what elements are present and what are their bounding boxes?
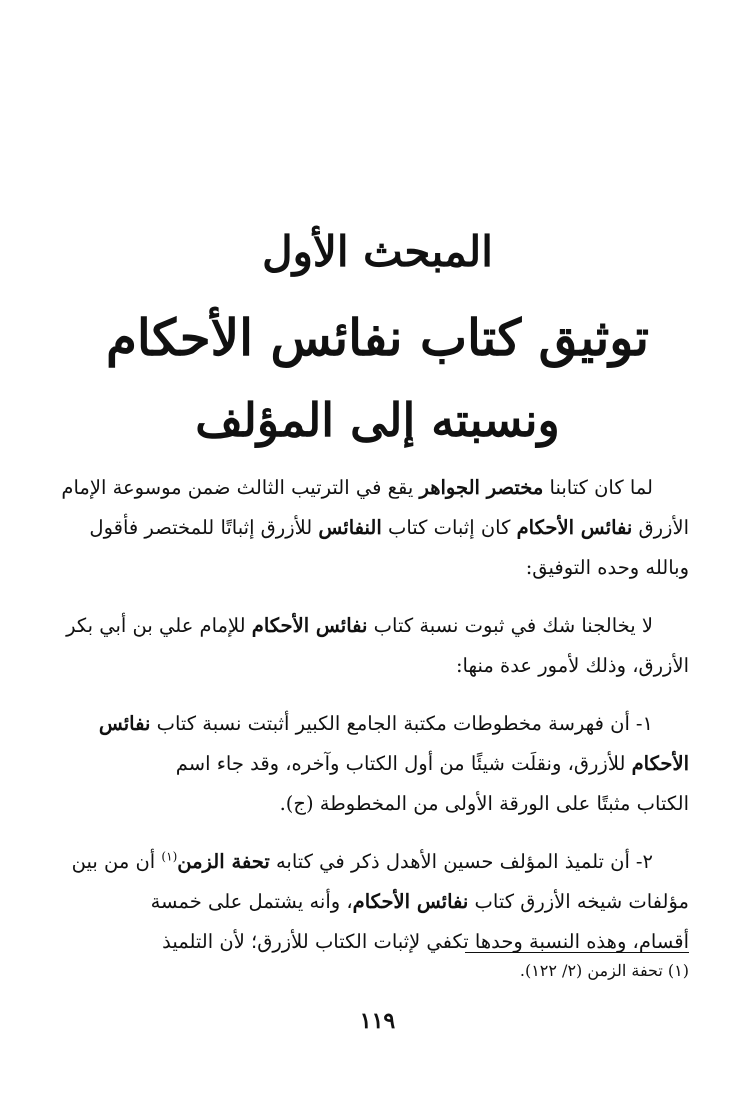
body-text — [61, 468, 689, 980]
text-run: أن من بين — [71, 850, 162, 873]
text-run: الأزرق — [632, 516, 689, 539]
text-run: كان إثبات كتاب — [381, 516, 517, 539]
item1-line-3: الكتاب مثبتًا على الورقة الأولى من المخطوطة (ج). — [279, 792, 689, 815]
item1-line-2 — [66, 744, 689, 784]
text-run: لا يخالجنا شك في ثبوت نسبة كتاب — [367, 614, 653, 637]
item2-line-1 — [66, 842, 689, 882]
book-title: تحفة الزمن — [177, 850, 270, 873]
footnote — [520, 958, 689, 984]
text-run: للأزرق إثباتًا للمختصر فأقول — [89, 516, 319, 539]
list-item-1 — [66, 704, 689, 824]
book-title: نفائس الأحكام — [352, 890, 469, 913]
item-number: ٢- — [635, 850, 653, 873]
item2-line-3: أقسام، وهذه النسبة وحدها تكفي لإثبات الكتاب للأزرق؛ لأن التلميذ — [162, 930, 689, 953]
text-run: أن تلميذ المؤلف حسين الأهدل ذكر في كتابه — [269, 850, 630, 873]
text-run: ، وأنه يشتمل على خمسة — [150, 890, 353, 913]
text-run: لما كان كتابنا — [543, 476, 653, 499]
footnote-text: تحفة الزمن (٢/ ١٢٢). — [519, 961, 663, 980]
para2-line-1 — [66, 606, 689, 646]
text-run: للأزرق، ونقلَت شيئًا من أول الكتاب وآخره، وقد جاء اسم — [175, 752, 632, 775]
second-paragraph — [66, 606, 689, 686]
subtitle-heading: ونسبته إلى المؤلف — [195, 393, 560, 447]
section-heading: المبحث الأول — [262, 227, 493, 276]
intro-line-1 — [61, 468, 689, 508]
heading-block — [0, 212, 755, 456]
intro-paragraph — [61, 468, 689, 588]
footnote-divider — [465, 952, 689, 953]
item2-line-2 — [66, 882, 689, 922]
text-run: يقع في الترتيب الثالث ضمن موسوعة الإمام — [61, 476, 420, 499]
item-number: ١- — [635, 712, 653, 735]
book-title: نفائس الأحكام — [251, 614, 368, 637]
item1-line-1 — [66, 704, 689, 744]
intro-line-3: وبالله وحده التوفيق: — [525, 556, 689, 579]
list-item-2 — [66, 842, 689, 962]
page-number: ١١٩ — [359, 1008, 396, 1034]
text-run: أن فهرسة مخطوطات مكتبة الجامع الكبير أثبتت نسبة كتاب — [150, 712, 630, 735]
para2-line-2: الأزرق، وذلك لأمور عدة منها: — [455, 654, 689, 677]
footnote-marker: (١) — [667, 961, 689, 980]
text-run: مؤلفات شيخه الأزرق كتاب — [468, 890, 689, 913]
book-title: نفائس — [98, 712, 151, 735]
book-title: النفائس — [318, 516, 382, 539]
book-title: الأحكام — [631, 752, 689, 775]
title-heading: توثيق كتاب نفائس الأحكام — [105, 308, 650, 367]
book-title: نفائس الأحكام — [516, 516, 633, 539]
footnote-ref[interactable]: (١) — [161, 849, 178, 864]
book-title: مختصر الجواهر — [419, 476, 544, 499]
intro-line-2 — [66, 508, 689, 548]
text-run: للإمام علي بن أبي بكر — [66, 614, 252, 637]
